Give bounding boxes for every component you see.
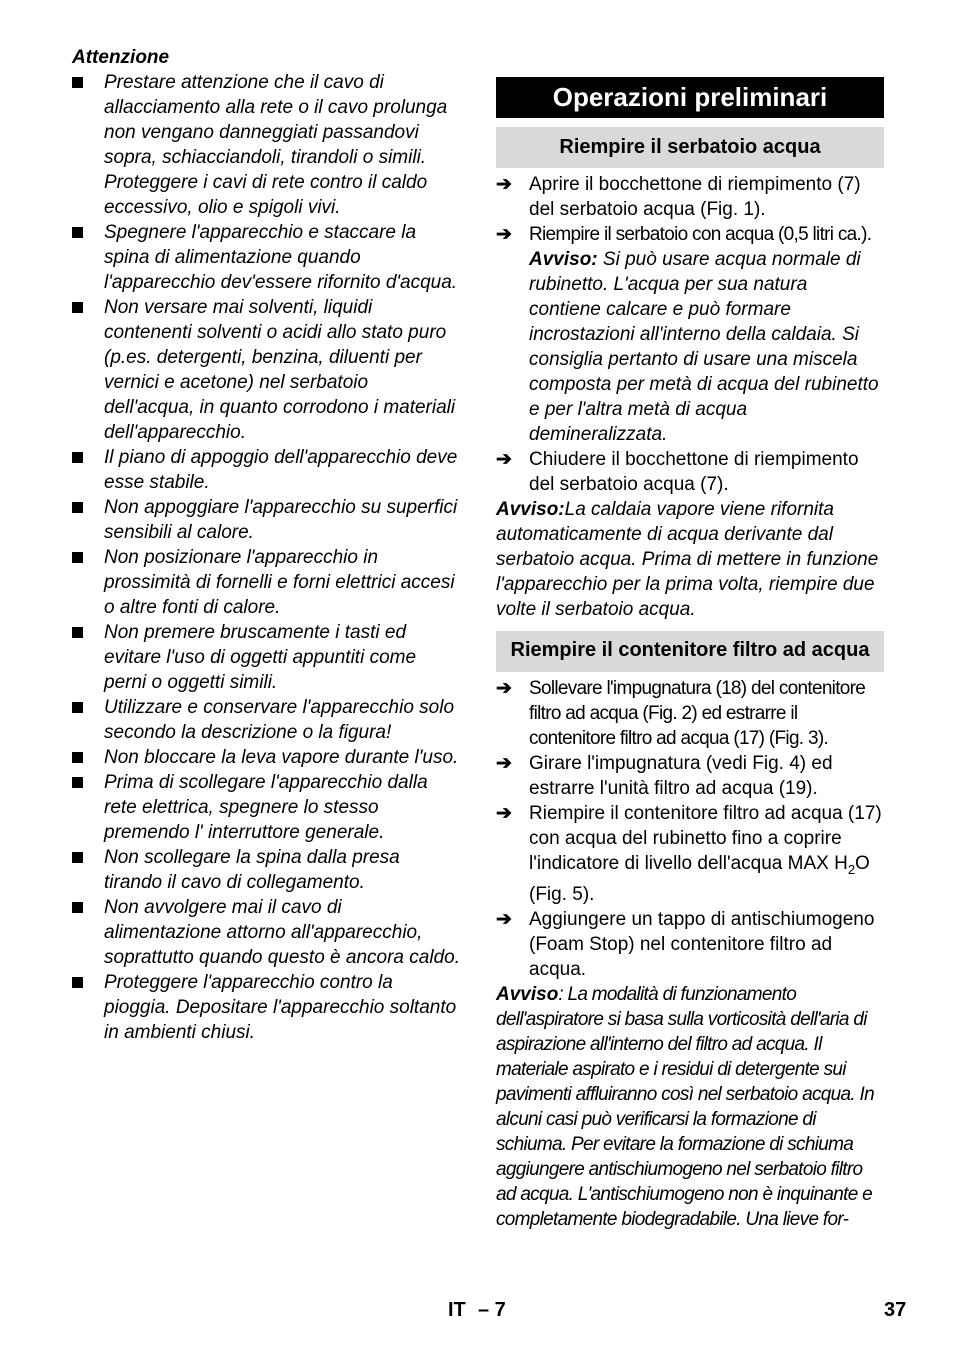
- footer-language: IT: [448, 1299, 466, 1321]
- note-label: Avviso:: [496, 499, 565, 520]
- footer-section-page: – 7: [478, 1299, 506, 1321]
- note-paragraph: [496, 497, 884, 622]
- list-item: ➔ Riempire il serbatoio con acqua (0,5 litri ca.). Avviso: Si può usare acqua normale di rubinetto. L'acqua per sua natura contiene calcare e può formare incrostazioni all'interno della caldaia. Si consiglia pertanto di usare una miscela composta per metà di acqua del rubinetto e per l'altra metà di acqua demineralizzata.: [496, 224, 879, 445]
- footer-page-number: 37: [884, 1299, 907, 1321]
- list-item: Non scollegare la spina dalla presa tirando il cavo di collegamento.: [72, 845, 462, 895]
- list-item: ➔ Aprire il bocchettone di riempimento (7) del serbatoio acqua (Fig. 1).: [496, 174, 861, 220]
- list-item: ➔ Sollevare l'impugnatura (18) del contenitore filtro ad acqua (Fig. 2) ed estrarre il contenitore filtro ad acqua (17) (Fig. 3).: [496, 678, 866, 749]
- list-item: Utilizzare e conservare l'apparecchio solo secondo la descrizione o la figura!: [72, 695, 462, 745]
- list-item: Prima di scollegare l'apparecchio dalla rete elettrica, spegnere lo stesso premendo l' interruttore generale.: [72, 770, 462, 845]
- note-text: La caldaia vapore viene rifornita automaticamente di acqua derivante dal serbatoio acqua. Prima di mettere in funzione l'apparecchio per la prima volta, riempire due volte il serbatoio acqua.: [496, 499, 879, 620]
- left-column: [72, 45, 462, 1045]
- attention-heading: Attenzione: [72, 47, 170, 68]
- note-text: : La modalità di funzionamento dell'aspiratore si basa sulla vorticosità dell'aria di aspirazione all'interno del filtro ad acqua. Il materiale aspirato e i residui di detergente sui pavimenti affluiranno così nel serbatoio acqua. In alcuni casi può verificarsi la formazione di schiuma. Per evitare la formazione di schiuma aggiungere antischiumogeno nel serbatoio filtro ad acqua. L'antischiumogeno non è inquinante e completamente biodegradabile. Una lieve for-: [496, 983, 874, 1230]
- warning-list: [72, 70, 462, 1045]
- list-item: ➔ Girare l'impugnatura (vedi Fig. 4) ed estrarre l'unità filtro ad acqua (19).: [496, 753, 833, 799]
- note-text: Si può usare acqua normale di rubinetto. L'acqua per sua natura contiene calcare e può formare incrostazioni all'interno della caldaia. Si consiglia pertanto di usare una miscela composta per metà di acqua del rubinetto e per l'altra metà di acqua demineralizzata.: [529, 249, 879, 445]
- arrow-right-icon: ➔: [496, 449, 512, 470]
- square-bullet-icon: [72, 702, 83, 713]
- square-bullet-icon: [72, 502, 83, 513]
- subsection-title-water-tank: Riempire il serbatoio acqua: [496, 127, 884, 168]
- list-item: Non premere bruscamente i tasti ed evitare l'uso di oggetti appuntiti come perni o oggetti simili.: [72, 620, 462, 695]
- square-bullet-icon: [72, 752, 83, 763]
- arrow-right-icon: ➔: [496, 678, 512, 699]
- list-item: ➔ Riempire il contenitore filtro ad acqua (17) con acqua del rubinetto fino a coprire l'indicatore di livello dell'acqua MAX $H_2O$ (Fig. 5).: [496, 803, 882, 905]
- list-item: Non avvolgere mai il cavo di alimentazione attorno all'apparecchio, soprattutto quando questo è ancora caldo.: [72, 895, 462, 970]
- note-paragraph: [496, 982, 884, 1232]
- arrow-right-icon: ➔: [496, 908, 512, 930]
- list-item: ➔ Chiudere il bocchettone di riempimento del serbatoio acqua (7).: [496, 449, 859, 495]
- list-item: Non bloccare la leva vapore durante l'uso.: [72, 745, 462, 770]
- square-bullet-icon: [72, 627, 83, 638]
- right-column: [496, 77, 884, 1232]
- note-label: Avviso: [496, 983, 559, 1005]
- list-item: Non versare mai solventi, liquidi contenenti solventi o acidi allo stato puro (p.es. detergenti, benzina, diluenti per vernici e acetone) nel serbatoio dell'acqua, in quanto corrodono i materiali dell'apparecchio.: [72, 295, 462, 445]
- list-item: Non posizionare l'apparecchio in prossimità di fornelli e forni elettrici accesi o altre fonti di calore.: [72, 545, 462, 620]
- square-bullet-icon: [72, 302, 83, 313]
- list-item: Proteggere l'apparecchio contro la pioggia. Depositare l'apparecchio soltanto in ambienti chiusi.: [72, 970, 462, 1045]
- square-bullet-icon: [72, 902, 83, 913]
- square-bullet-icon: [72, 552, 83, 563]
- list-item: Il piano di appoggio dell'apparecchio deve esse stabile.: [72, 445, 462, 495]
- square-bullet-icon: [72, 452, 83, 463]
- square-bullet-icon: [72, 77, 83, 88]
- arrow-right-icon: ➔: [496, 803, 512, 824]
- steps-water-filter: [496, 676, 884, 982]
- subsection-title-water-filter: Riempire il contenitore filtro ad acqua: [496, 631, 884, 672]
- square-bullet-icon: [72, 777, 83, 788]
- arrow-right-icon: ➔: [496, 224, 512, 245]
- arrow-right-icon: ➔: [496, 753, 512, 774]
- square-bullet-icon: [72, 977, 83, 988]
- list-item: Spegnere l'apparecchio e staccare la spina di alimentazione quando l'apparecchio dev'essere rifornito d'acqua.: [72, 220, 462, 295]
- arrow-right-icon: ➔: [496, 174, 512, 195]
- square-bullet-icon: [72, 227, 83, 238]
- square-bullet-icon: [72, 852, 83, 863]
- section-title: Operazioni preliminari: [496, 77, 884, 118]
- steps-water-tank: [496, 172, 884, 497]
- list-item: Prestare attenzione che il cavo di allacciamento alla rete o il cavo prolunga non vengano danneggiati passandovi sopra, schiacciandoli, tirandoli o simili. Proteggere i cavi di rete contro il caldo eccessivo, olio e spigoli vivi.: [72, 70, 462, 220]
- note-label: Avviso:: [529, 249, 598, 270]
- list-item: Non appoggiare l'apparecchio su superfici sensibili al calore.: [72, 495, 462, 545]
- list-item: ➔ Aggiungere un tappo di antischiumogeno (Foam Stop) nel contenitore filtro ad acqua.: [496, 908, 875, 980]
